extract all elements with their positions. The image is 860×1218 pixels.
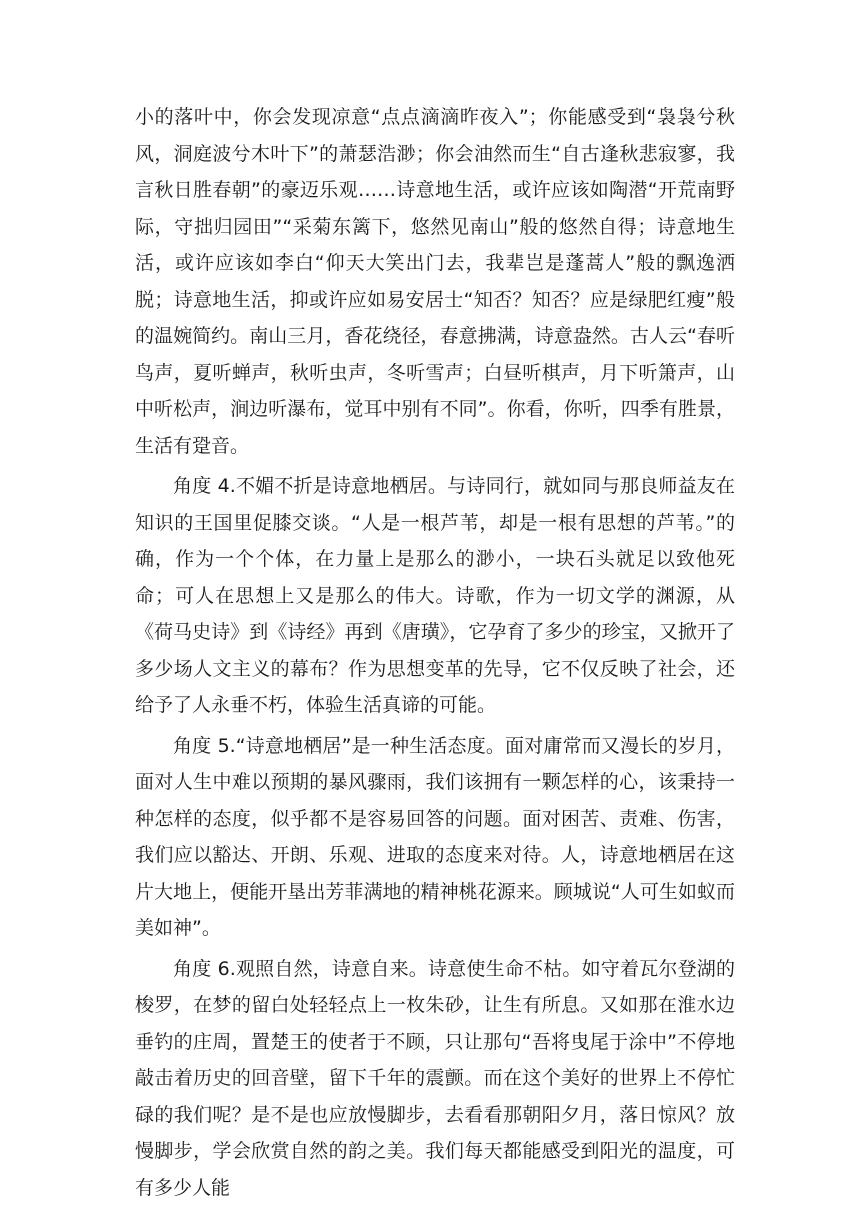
paragraph-angle-6: 角度 6.观照自然，诗意自来。诗意使生命不枯。如守着瓦尔登湖的梭罗，在梦的留白处轻轻点上一枚朱砂，让生有所息。又如那在淮水边垂钓的庄周，置楚王的使者于不顾，只让那句“吾将曳尾于涂中”不停地敲击着历史的回音壁，留下千年的震颤。而在这个美好的世界上不停忙碌的我们呢？是不是也应放慢脚步，去看看那朝阳夕月，落日惊风？放慢脚步，学会欣赏自然的韵之美。我们每天都能感受到阳光的温度，可有多少人能 xyxy=(135,957,735,1199)
paragraph-angle-5: 角度 5.“诗意地栖居”是一种生活态度。面对庸常而又漫长的岁月，面对人生中难以预期的暴风骤雨，我们该拥有一颗怎样的心，该秉持一种怎样的态度，似乎都不是容易回答的问题。面对困苦、责难、伤害，我们应以豁达、开朗、乐观、进取的态度来对待。人，诗意地栖居在这片大地上，便能开垦出芳菲满地的精神桃花源来。顾城说“人可生如蚁而美如神”。 xyxy=(135,734,735,939)
document-body xyxy=(135,99,735,1210)
paragraph-angle-4: 角度 4.不媚不折是诗意地栖居。与诗同行，就如同与那良师益友在知识的王国里促膝交谈。“人是一根芦苇，却是一根有思想的芦苇。”的确，作为一个个体，在力量上是那么的渺小，一块石头就足以致他死命；可人在思想上又是那么的伟大。诗歌，作为一切文学的渊源，从《荷马史诗》到《诗经》再到《唐璜》，它孕育了多少的珍宝，又掀开了多少场人文主义的幕布？作为思想变革的先导，它不仅反映了社会，还给予了人永垂不朽，体验生活真谛的可能。 xyxy=(135,475,735,716)
paragraph-autumn-poetry: 小的落叶中，你会发现凉意“点点滴滴昨夜入”；你能感受到“袅袅兮秋风，洞庭波兮木叶下”的萧瑟浩渺；你会油然而生“自古逢秋悲寂寥，我言秋日胜春朝”的豪迈乐观……诗意地生活，或许应该如陶潜“开荒南野际，守拙归园田”“采菊东篱下，悠然见南山”般的悠然自得；诗意地生活，或许应该如李白“仰天大笑出门去，我辈岂是蓬蒿人”般的飘逸洒脱；诗意地生活，抑或许应如易安居士“知否？知否？应是绿肥红瘦”般的温婉简约。南山三月，香花绕径，春意拂满，诗意盎然。古人云“春听鸟声，夏听蝉声，秋听虫声，冬听雪声；白昼听棋声，月下听箫声，山中听松声，涧边听瀑布，觉耳中别有不同”。你看，你听，四季有胜景，生活有跫音。 xyxy=(135,106,735,457)
